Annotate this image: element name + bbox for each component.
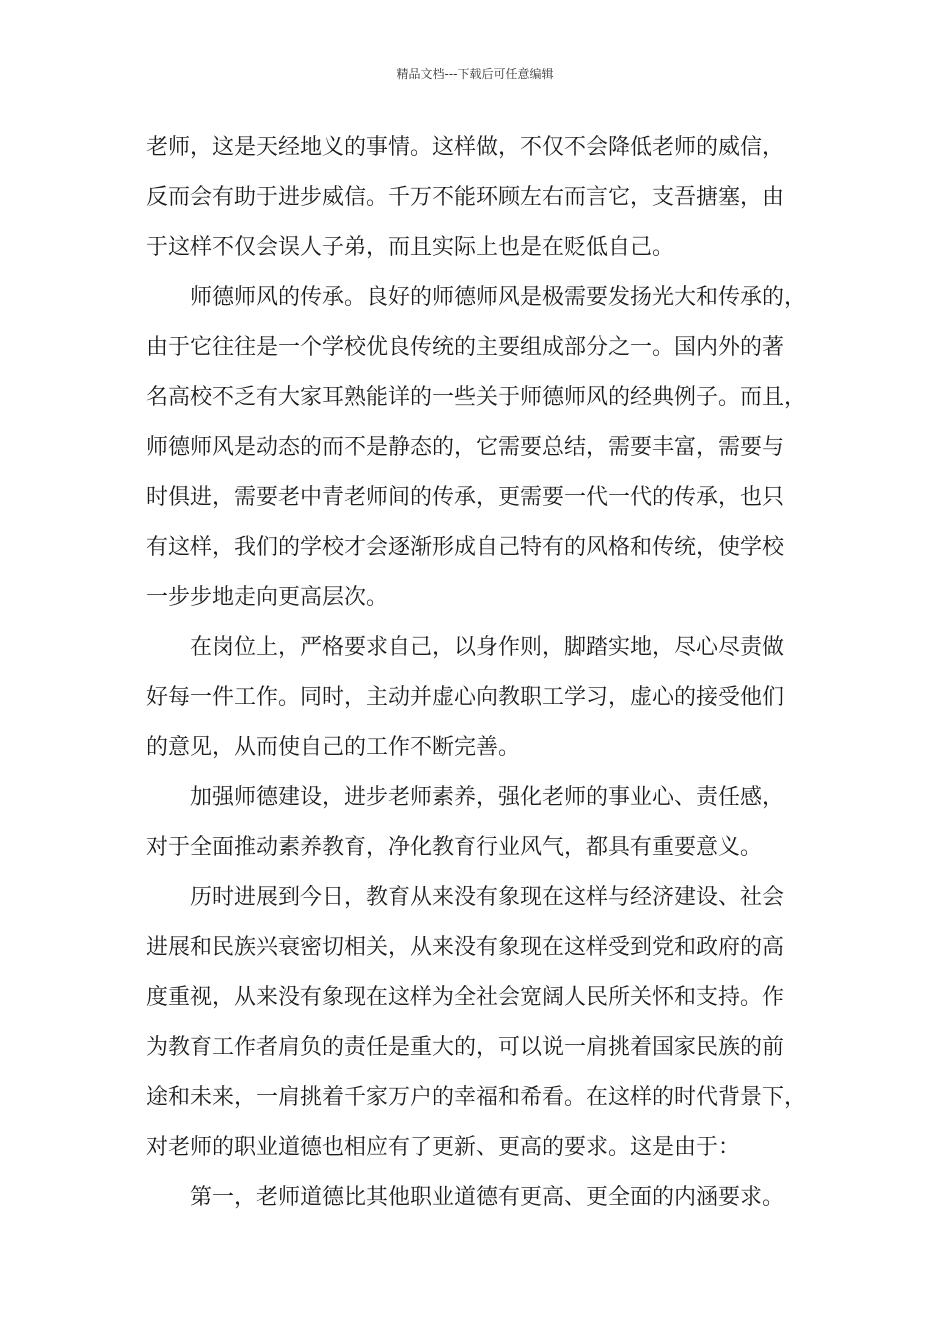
text-line: 为教育工作者肩负的责任是重大的，可以说一肩挑着国家民族的前 (146, 1035, 785, 1060)
text-line: 好每一件工作。同时，主动并虚心向教职工学习，虚心的接受他们 (146, 685, 785, 710)
text-line: 师德师风是动态的而不是静态的，它需要总结，需要丰富，需要与 (146, 435, 785, 460)
paragraph-start-line: 在岗位上，严格要求自己，以身作则，脚踏实地，尽心尽责做 (190, 635, 785, 660)
paragraph-start-line: 加强师德建设，进步老师素养，强化老师的事业心、责任感， (190, 785, 785, 810)
text-line: 一步步地走向更高层次。 (146, 585, 389, 610)
text-line: 反而会有助于进步威信。千万不能环顾左右而言它，支吾搪塞，由 (146, 185, 785, 210)
text-line: 名高校不乏有大家耳熟能详的一些关于师德师风的经典例子。而且， (146, 385, 807, 410)
document-body (146, 129, 826, 1229)
text-line: 有这样，我们的学校才会逐渐形成自己特有的风格和传统，使学校 (146, 535, 785, 560)
text-line: 度重视，从来没有象现在这样为全社会宽阔人民所关怀和支持。作 (146, 985, 785, 1010)
text-line: 途和未来，一肩挑着千家万户的幸福和希看。在这样的时代背景下， (146, 1085, 807, 1110)
text-line: 的意见，从而使自己的工作不断完善。 (146, 735, 521, 760)
text-line: 对老师的职业道德也相应有了更新、更高的要求。这是由于： (146, 1135, 741, 1160)
text-line: 时俱进，需要老中青老师间的传承，更需要一代一代的传承，也只 (146, 485, 785, 510)
text-line: 进展和民族兴衰密切相关，从来没有象现在这样受到党和政府的高 (146, 935, 785, 960)
paragraph-start-line: 师德师风的传承。良好的师德师风是极需要发扬光大和传承的， (190, 285, 807, 310)
paragraph-start-line: 历时进展到今日，教育从来没有象现在这样与经济建设、社会 (190, 885, 785, 910)
paragraph-start-line: 第一，老师道德比其他职业道德有更高、更全面的内涵要求。 (190, 1185, 785, 1210)
text-line: 对于全面推动素养教育，净化教育行业风气，都具有重要意义。 (146, 835, 763, 860)
page-header: 精品文档---下载后可任意编辑 (396, 67, 554, 81)
text-line: 由于它往往是一个学校优良传统的主要组成部分之一。国内外的著 (146, 335, 785, 360)
text-line: 老师，这是天经地义的事情。这样做，不仅不会降低老师的威信， (146, 135, 785, 160)
text-line: 于这样不仅会误人子弟，而且实际上也是在贬低自己。 (146, 235, 675, 260)
